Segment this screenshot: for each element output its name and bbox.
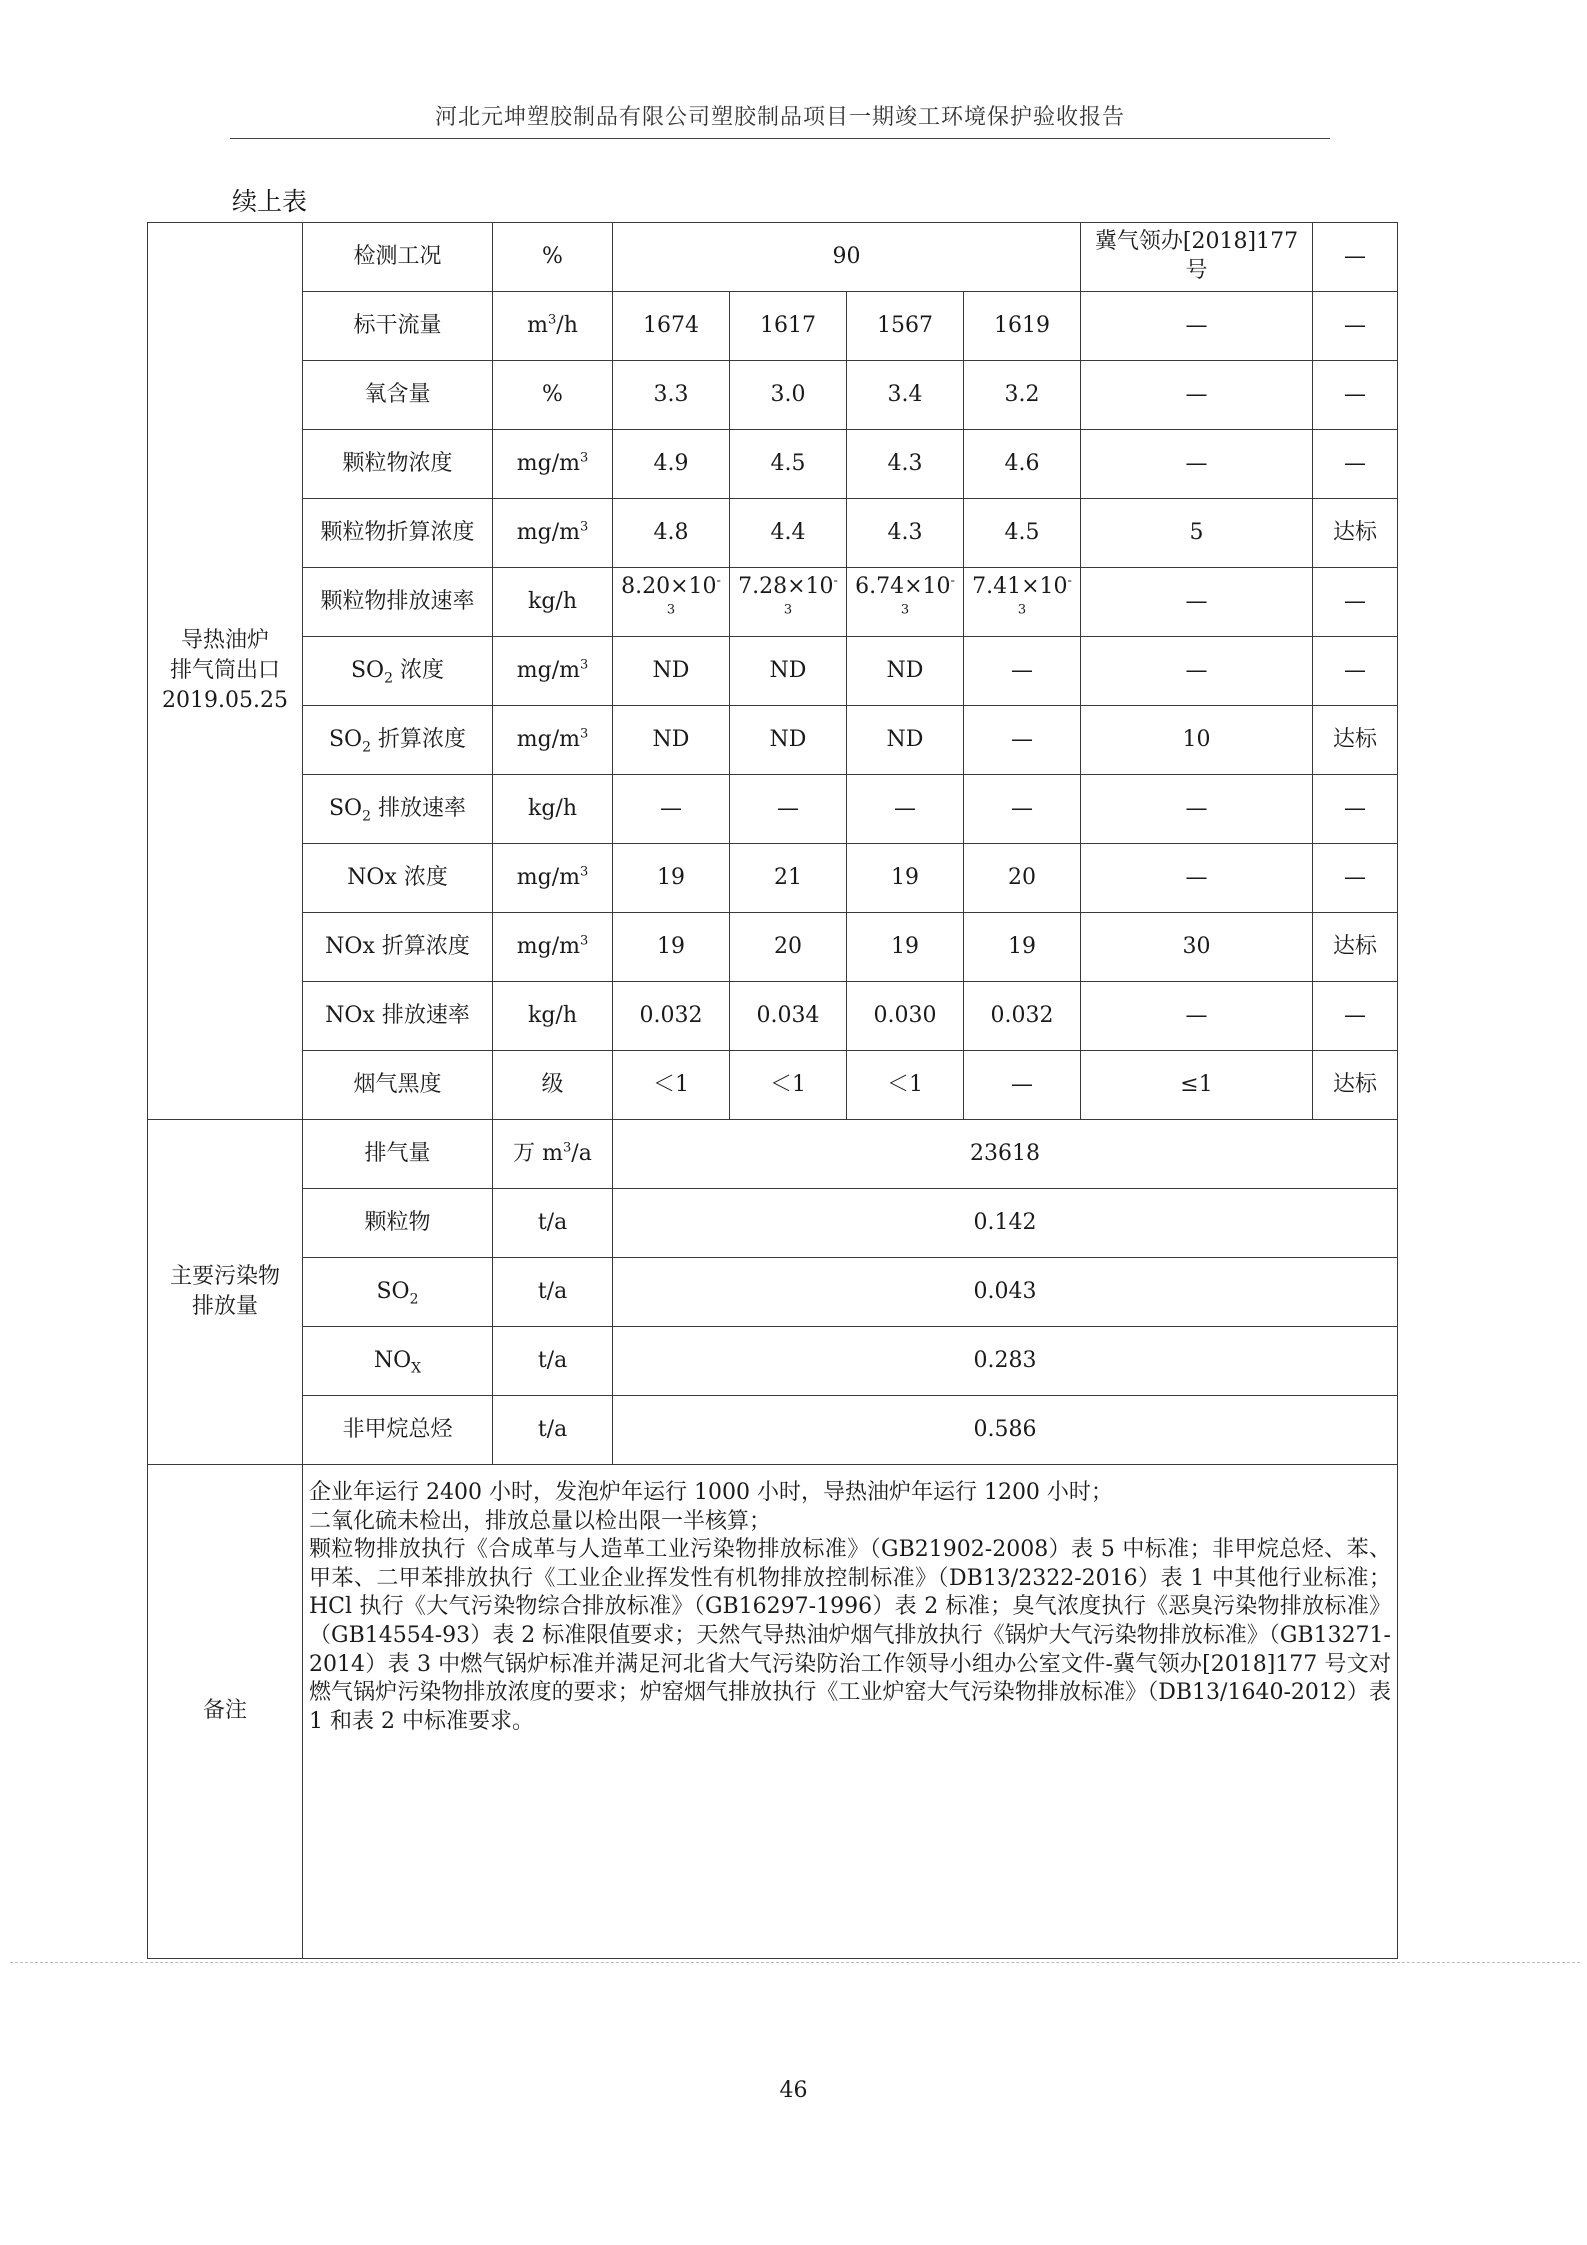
unit-cell: t/a <box>493 1396 613 1465</box>
value-exponent: -3 <box>900 574 955 618</box>
value-exponent: -3 <box>783 574 838 618</box>
item-base: NO <box>373 1347 412 1373</box>
table-row <box>148 913 1398 982</box>
table-row <box>148 430 1398 499</box>
value-cell: 3.4 <box>847 361 964 430</box>
item-cell <box>303 775 493 844</box>
item-sub: 2 <box>362 808 372 825</box>
value-cell: 1567 <box>847 292 964 361</box>
table-row <box>148 499 1398 568</box>
item-base: SO <box>328 795 363 821</box>
value-cell: 4.5 <box>730 430 847 499</box>
result-cell: 达标 <box>1313 1051 1398 1120</box>
unit-cell <box>493 499 613 568</box>
item-cell: NOx 排放速率 <box>303 982 493 1051</box>
item-tail: 排放速率 <box>371 795 467 821</box>
value-cell: 21 <box>730 844 847 913</box>
item-cell: 颗粒物 <box>303 1189 493 1258</box>
item-cell: NOx 浓度 <box>303 844 493 913</box>
emission-value-cell: 23618 <box>613 1120 1398 1189</box>
value-cell: ＜1 <box>613 1051 730 1120</box>
unit-cell: 级 <box>493 1051 613 1120</box>
group-name-line1: 主要污染物 <box>169 1264 280 1290</box>
value-cell: ND <box>730 706 847 775</box>
limit-cell: — <box>1081 430 1313 499</box>
group-cell-emissions <box>148 1120 303 1465</box>
limit-cell: — <box>1081 775 1313 844</box>
table-row <box>148 361 1398 430</box>
document-header: 河北元坤塑胶制品有限公司塑胶制品项目一期竣工环境保护验收报告 <box>434 105 1125 130</box>
item-cell: 非甲烷总烃 <box>303 1396 493 1465</box>
emission-value-cell: 0.142 <box>613 1189 1398 1258</box>
value-cell: 4.3 <box>847 430 964 499</box>
value-cell: 20 <box>964 844 1081 913</box>
value-cell: 3.0 <box>730 361 847 430</box>
value-cell: ND <box>847 706 964 775</box>
unit-sup: 3 <box>579 657 589 673</box>
table-row <box>148 568 1398 637</box>
value-cell: 1674 <box>613 292 730 361</box>
remark-line: 企业年运行 2400 小时，发泡炉年运行 1000 小时，导热油炉年运行 1200 小时； <box>309 1480 1113 1505</box>
value-cell: — <box>613 775 730 844</box>
limit-cell: — <box>1081 568 1313 637</box>
item-cell: 标干流量 <box>303 292 493 361</box>
scan-artifact-line <box>10 1962 1580 1963</box>
result-cell: 达标 <box>1313 706 1398 775</box>
unit-cell: kg/h <box>493 568 613 637</box>
limit-cell: 5 <box>1081 499 1313 568</box>
table-row <box>148 706 1398 775</box>
value-cell: 0.034 <box>730 982 847 1051</box>
table-row <box>148 775 1398 844</box>
item-cell: 烟气黑度 <box>303 1051 493 1120</box>
result-cell: 达标 <box>1313 913 1398 982</box>
value-cell: 19 <box>613 844 730 913</box>
value-exponent: -3 <box>1017 574 1072 618</box>
value-cell: 1617 <box>730 292 847 361</box>
unit-base: 万 m <box>513 1140 564 1166</box>
unit-sup: 3 <box>579 726 589 742</box>
value-cell: ND <box>613 637 730 706</box>
item-cell: 颗粒物浓度 <box>303 430 493 499</box>
unit-base: mg/m <box>516 864 580 890</box>
item-cell: 检测工况 <box>303 223 493 292</box>
value-cell: ND <box>847 637 964 706</box>
value-cell: 19 <box>847 844 964 913</box>
value-mantissa: 6.74×10 <box>855 574 951 600</box>
unit-sup: 3 <box>579 864 589 880</box>
unit-base: mg/m <box>516 657 580 683</box>
unit-cell: % <box>493 223 613 292</box>
result-cell: — <box>1313 568 1398 637</box>
value-cell: ＜1 <box>847 1051 964 1120</box>
value-cell: ND <box>730 637 847 706</box>
value-cell: 19 <box>613 913 730 982</box>
group-name-line2: 排气筒出口 <box>169 658 280 684</box>
item-cell <box>303 706 493 775</box>
group-cell-boiler <box>148 223 303 1120</box>
value-cell: — <box>730 775 847 844</box>
unit-cell: % <box>493 361 613 430</box>
item-cell: NOx 折算浓度 <box>303 913 493 982</box>
item-tail: 折算浓度 <box>371 726 467 752</box>
value-cell: 4.8 <box>613 499 730 568</box>
value-cell: 4.5 <box>964 499 1081 568</box>
unit-cell: t/a <box>493 1189 613 1258</box>
unit-base: mg/m <box>516 519 580 545</box>
table-row <box>148 1465 1398 1959</box>
unit-tail: /a <box>571 1140 592 1166</box>
item-cell <box>303 1327 493 1396</box>
table-row <box>148 1258 1398 1327</box>
value-cell: 0.032 <box>613 982 730 1051</box>
emission-value-cell: 0.043 <box>613 1258 1398 1327</box>
value-cell: 19 <box>964 913 1081 982</box>
value-cell: 3.3 <box>613 361 730 430</box>
unit-cell: kg/h <box>493 775 613 844</box>
result-cell: — <box>1313 775 1398 844</box>
header-rule <box>230 138 1330 139</box>
result-cell: 达标 <box>1313 499 1398 568</box>
value-cell <box>847 568 964 637</box>
value-cell: 20 <box>730 913 847 982</box>
unit-cell <box>493 1120 613 1189</box>
remarks-content <box>303 1465 1398 1959</box>
unit-cell: t/a <box>493 1327 613 1396</box>
unit-cell: kg/h <box>493 982 613 1051</box>
unit-base: mg/m <box>516 933 580 959</box>
item-tail: 浓度 <box>393 657 445 683</box>
emission-monitoring-table <box>147 222 1398 1959</box>
result-cell: — <box>1313 430 1398 499</box>
value-cell: — <box>964 1051 1081 1120</box>
item-base: SO <box>328 726 363 752</box>
remarks-label: 备注 <box>148 1465 303 1959</box>
unit-base: mg/m <box>516 450 580 476</box>
value-mantissa: 7.41×10 <box>972 574 1068 600</box>
unit-base: mg/m <box>516 726 580 752</box>
limit-cell: 30 <box>1081 913 1313 982</box>
unit-sup: 3 <box>579 933 589 949</box>
item-sub: 2 <box>409 1291 419 1308</box>
value-cell: — <box>964 706 1081 775</box>
table-row <box>148 1051 1398 1120</box>
unit-cell <box>493 430 613 499</box>
remark-line: 二氧化硫未检出，排放总量以检出限一半核算； <box>309 1508 772 1534</box>
merged-value-cell: 90 <box>613 223 1081 292</box>
unit-sup: 3 <box>563 1140 572 1156</box>
limit-cell: 10 <box>1081 706 1313 775</box>
group-name-line2: 排放量 <box>191 1294 258 1319</box>
continued-label: 续上表 <box>232 187 308 216</box>
unit-cell <box>493 706 613 775</box>
item-cell <box>303 637 493 706</box>
value-cell: — <box>964 637 1081 706</box>
value-exponent: -3 <box>666 574 721 618</box>
unit-cell <box>493 844 613 913</box>
unit-sup: 3 <box>548 312 557 328</box>
table-row <box>148 844 1398 913</box>
unit-base: m <box>527 312 548 338</box>
emission-value-cell: 0.586 <box>613 1396 1398 1465</box>
result-cell: — <box>1313 982 1398 1051</box>
item-base: SO <box>350 657 385 683</box>
value-cell <box>613 568 730 637</box>
value-cell: ＜1 <box>730 1051 847 1120</box>
result-cell: — <box>1313 361 1398 430</box>
unit-tail: /h <box>556 312 578 338</box>
item-cell: 氧含量 <box>303 361 493 430</box>
group-date: 2019.05.25 <box>162 687 288 713</box>
table-row <box>148 1189 1398 1258</box>
value-cell: 0.032 <box>964 982 1081 1051</box>
table-row <box>148 1327 1398 1396</box>
value-cell <box>964 568 1081 637</box>
unit-sup: 3 <box>579 450 589 466</box>
result-cell: — <box>1313 637 1398 706</box>
page-number: 46 <box>779 2078 808 2103</box>
result-cell: — <box>1313 292 1398 361</box>
remark-line: 颗粒物排放执行《合成革与人造革工业污染物排放标准》（GB21902-2008）表 5 中标准；非甲烷总烃、苯、甲苯、二甲苯排放执行《工业企业挥发性有机物排放控制标准》（DB13/2322-2016）表 1 中其他行业标准；HCl 执行《大气污染物综合排放标准》（GB16297-1996）表 2 标准；臭气浓度执行《恶臭污染物排放标准》（GB14554-93）表 2 标准限值要求；天然气导热油炉烟气排放执行《锅炉大气污染物排放标准》（GB13271-2014）表 3 中燃气锅炉标准并满足河北省大气污染防治工作领导小组办公室文件-冀气领办[2018]177 号文对燃气锅炉污染物排放浓度的要求；炉窑烟气排放执行《工业炉窑大气污染物排放标准》（DB13/1640-2012）表 1 和表 2 中标准要求。 <box>309 1537 1391 1734</box>
table-row <box>148 982 1398 1051</box>
table-row <box>148 292 1398 361</box>
item-sub: 2 <box>384 670 394 687</box>
emission-value-cell: 0.283 <box>613 1327 1398 1396</box>
item-cell: 颗粒物排放速率 <box>303 568 493 637</box>
value-mantissa: 8.20×10 <box>621 574 717 600</box>
table-row <box>148 1120 1398 1189</box>
result-cell: — <box>1313 844 1398 913</box>
table-row <box>148 637 1398 706</box>
value-cell: 4.3 <box>847 499 964 568</box>
unit-cell <box>493 292 613 361</box>
table-row <box>148 1396 1398 1465</box>
group-name-line1: 导热油炉 <box>180 628 269 654</box>
item-sub: X <box>411 1360 422 1377</box>
value-mantissa: 7.28×10 <box>738 574 834 600</box>
unit-sup: 3 <box>579 519 589 535</box>
limit-cell: — <box>1081 637 1313 706</box>
value-cell: 4.6 <box>964 430 1081 499</box>
value-cell: 4.4 <box>730 499 847 568</box>
limit-cell: — <box>1081 982 1313 1051</box>
unit-cell <box>493 637 613 706</box>
unit-cell <box>493 913 613 982</box>
limit-cell: ≤1 <box>1081 1051 1313 1120</box>
item-cell: 排气量 <box>303 1120 493 1189</box>
value-cell: 0.030 <box>847 982 964 1051</box>
value-cell: 1619 <box>964 292 1081 361</box>
limit-cell: — <box>1081 292 1313 361</box>
limit-cell: 冀气领办[2018]177 号 <box>1081 223 1313 292</box>
unit-cell: t/a <box>493 1258 613 1327</box>
value-cell: — <box>847 775 964 844</box>
limit-cell: — <box>1081 844 1313 913</box>
table-row <box>148 223 1398 292</box>
limit-cell: — <box>1081 361 1313 430</box>
result-cell: — <box>1313 223 1398 292</box>
value-cell: ND <box>613 706 730 775</box>
value-cell: 3.2 <box>964 361 1081 430</box>
value-cell: — <box>964 775 1081 844</box>
item-cell: 颗粒物折算浓度 <box>303 499 493 568</box>
value-cell <box>730 568 847 637</box>
item-sub: 2 <box>362 739 372 756</box>
item-cell <box>303 1258 493 1327</box>
item-base: SO <box>376 1278 410 1304</box>
value-cell: 19 <box>847 913 964 982</box>
value-cell: 4.9 <box>613 430 730 499</box>
